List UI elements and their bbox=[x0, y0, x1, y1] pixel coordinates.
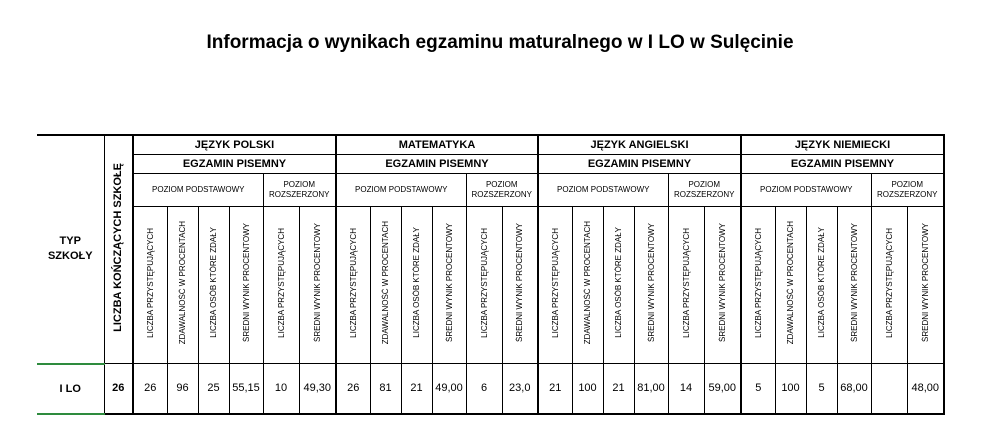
table-cell: 81,00 bbox=[634, 364, 668, 414]
column-header bbox=[370, 207, 401, 364]
subject-jezyk-niemiecki: JĘZYK NIEMIECKI bbox=[741, 135, 944, 155]
column-header-label: LICZBA PRZYSTĘPUJĄCYCH bbox=[550, 227, 560, 338]
level-extended bbox=[263, 174, 336, 207]
level-basic: POZIOM PODSTAWOWY bbox=[741, 174, 871, 207]
column-header-label: LICZBA PRZYSTĘPUJĄCYCH bbox=[479, 227, 489, 338]
subject-matematyka: MATEMATYKA bbox=[336, 135, 538, 155]
column-header bbox=[668, 207, 704, 364]
column-header-label: LICZBA OSÓB KTÓRE ZDAŁY bbox=[614, 227, 623, 338]
column-header-label: ŚREDNI WYNIK PROCENTOWY bbox=[444, 223, 454, 342]
column-header-label: ŚREDNI WYNIK PROCENTOWY bbox=[920, 223, 930, 342]
column-header-label: LICZBA PRZYSTĘPUJĄCYCH bbox=[276, 227, 286, 338]
column-header bbox=[229, 207, 263, 364]
typ-szkoly-header bbox=[37, 135, 104, 364]
column-header bbox=[502, 207, 538, 364]
column-header-label: LICZBA OSÓB KTÓRE ZDAŁY bbox=[412, 227, 421, 338]
column-header bbox=[907, 207, 944, 364]
column-header-label: ŚREDNI WYNIK PROCENTOWY bbox=[646, 223, 656, 342]
column-header bbox=[741, 207, 775, 364]
level-extended-line1: POZIOM bbox=[891, 180, 924, 189]
table-cell bbox=[871, 364, 907, 414]
table-cell: 48,00 bbox=[907, 364, 944, 414]
level-extended bbox=[871, 174, 944, 207]
column-header bbox=[336, 207, 370, 364]
exam-label: EGZAMIN PISEMNY bbox=[133, 155, 336, 174]
column-header bbox=[466, 207, 502, 364]
exam-label: EGZAMIN PISEMNY bbox=[741, 155, 944, 174]
table-cell: 5 bbox=[741, 364, 775, 414]
level-extended-line1: POZIOM bbox=[283, 180, 316, 189]
column-header-label: ŚREDNI WYNIK PROCENTOWY bbox=[717, 223, 727, 342]
table-cell: 21 bbox=[603, 364, 634, 414]
column-header-label: ZDAWALNOŚĆ W PROCENTACH bbox=[381, 220, 390, 345]
column-header bbox=[603, 207, 634, 364]
column-header-row bbox=[37, 207, 944, 364]
column-header-label: LICZBA PRZYSTĘPUJĄCYCH bbox=[753, 227, 763, 338]
level-extended-line2: ROZSZERZONY bbox=[674, 190, 735, 199]
table-cell: 14 bbox=[668, 364, 704, 414]
table-cell: 23,0 bbox=[502, 364, 538, 414]
table-cell: 96 bbox=[167, 364, 198, 414]
table-cell: 100 bbox=[775, 364, 806, 414]
typ-label-line2: SZKOŁY bbox=[47, 250, 93, 263]
column-header-label: ŚREDNI WYNIK PROCENTOWY bbox=[849, 223, 859, 342]
typ-label-line1: TYP bbox=[59, 235, 81, 248]
column-header bbox=[837, 207, 871, 364]
column-header bbox=[634, 207, 668, 364]
column-header bbox=[704, 207, 741, 364]
table-cell: 59,00 bbox=[704, 364, 741, 414]
level-basic: POZIOM PODSTAWOWY bbox=[538, 174, 668, 207]
subject-jezyk-polski: JĘZYK POLSKI bbox=[133, 135, 336, 155]
table-cell: 81 bbox=[370, 364, 401, 414]
table-row bbox=[37, 364, 944, 414]
table-cell: 55,15 bbox=[229, 364, 263, 414]
row-liczba-konczacych: 26 bbox=[104, 364, 133, 414]
table-cell: 21 bbox=[401, 364, 432, 414]
level-extended-line1: POZIOM bbox=[688, 180, 721, 189]
level-extended-line2: ROZSZERZONY bbox=[471, 190, 532, 199]
level-basic: POZIOM PODSTAWOWY bbox=[336, 174, 466, 207]
level-extended bbox=[668, 174, 741, 207]
level-basic: POZIOM PODSTAWOWY bbox=[133, 174, 263, 207]
column-header bbox=[538, 207, 572, 364]
column-header bbox=[299, 207, 336, 364]
column-header-label: LICZBA PRZYSTĘPUJĄCYCH bbox=[348, 227, 358, 338]
table-cell: 26 bbox=[133, 364, 167, 414]
column-header bbox=[572, 207, 603, 364]
table-cell: 49,00 bbox=[432, 364, 466, 414]
level-extended-line1: POZIOM bbox=[485, 180, 518, 189]
table-cell: 26 bbox=[336, 364, 370, 414]
column-header-label: ZDAWALNOŚĆ W PROCENTACH bbox=[786, 220, 795, 345]
table-cell: 68,00 bbox=[837, 364, 871, 414]
column-header bbox=[133, 207, 167, 364]
column-header-label: LICZBA OSÓB KTÓRE ZDAŁY bbox=[817, 227, 826, 338]
exam-label: EGZAMIN PISEMNY bbox=[336, 155, 538, 174]
column-header bbox=[871, 207, 907, 364]
column-header-label: LICZBA OSÓB KTÓRE ZDAŁY bbox=[209, 227, 218, 338]
table-cell: 25 bbox=[198, 364, 229, 414]
table-cell: 10 bbox=[263, 364, 299, 414]
column-header-label: LICZBA PRZYSTĘPUJĄCYCH bbox=[884, 227, 894, 338]
level-extended-line2: ROZSZERZONY bbox=[269, 190, 330, 199]
subject-jezyk-angielski: JĘZYK ANGIELSKI bbox=[538, 135, 741, 155]
column-header bbox=[401, 207, 432, 364]
column-header-label: ŚREDNI WYNIK PROCENTOWY bbox=[515, 223, 525, 342]
exam-header-row bbox=[37, 155, 944, 174]
column-header bbox=[198, 207, 229, 364]
table-cell: 49,30 bbox=[299, 364, 336, 414]
column-header-label: ZDAWALNOŚĆ W PROCENTACH bbox=[178, 220, 187, 345]
column-header bbox=[775, 207, 806, 364]
column-header-label: ZDAWALNOŚĆ W PROCENTACH bbox=[583, 220, 592, 345]
column-header-label: ŚREDNI WYNIK PROCENTOWY bbox=[312, 223, 322, 342]
table-cell: 100 bbox=[572, 364, 603, 414]
column-header bbox=[806, 207, 837, 364]
exam-label: EGZAMIN PISEMNY bbox=[538, 155, 741, 174]
column-header bbox=[432, 207, 466, 364]
page-title: Informacja o wynikach egzaminu maturalnego w I LO w Sulęcinie bbox=[206, 32, 794, 53]
level-extended bbox=[466, 174, 538, 207]
level-extended-line2: ROZSZERZONY bbox=[877, 190, 938, 199]
column-header-label: ŚREDNI WYNIK PROCENTOWY bbox=[241, 223, 251, 342]
table-cell: 21 bbox=[538, 364, 572, 414]
table-cell: 5 bbox=[806, 364, 837, 414]
table-cell: 6 bbox=[466, 364, 502, 414]
liczba-konczacych-label: LICZBA KOŃCZĄCYCH SZKOŁĘ bbox=[112, 162, 125, 332]
liczba-konczacych-header bbox=[104, 135, 133, 364]
column-header bbox=[167, 207, 198, 364]
column-header bbox=[263, 207, 299, 364]
column-header-label: LICZBA PRZYSTĘPUJĄCYCH bbox=[145, 227, 155, 338]
subject-header-row bbox=[37, 135, 944, 155]
results-table bbox=[37, 134, 945, 415]
row-typ-szkoly: I LO bbox=[37, 364, 104, 414]
level-header-row bbox=[37, 174, 944, 207]
column-header-label: LICZBA PRZYSTĘPUJĄCYCH bbox=[681, 227, 691, 338]
